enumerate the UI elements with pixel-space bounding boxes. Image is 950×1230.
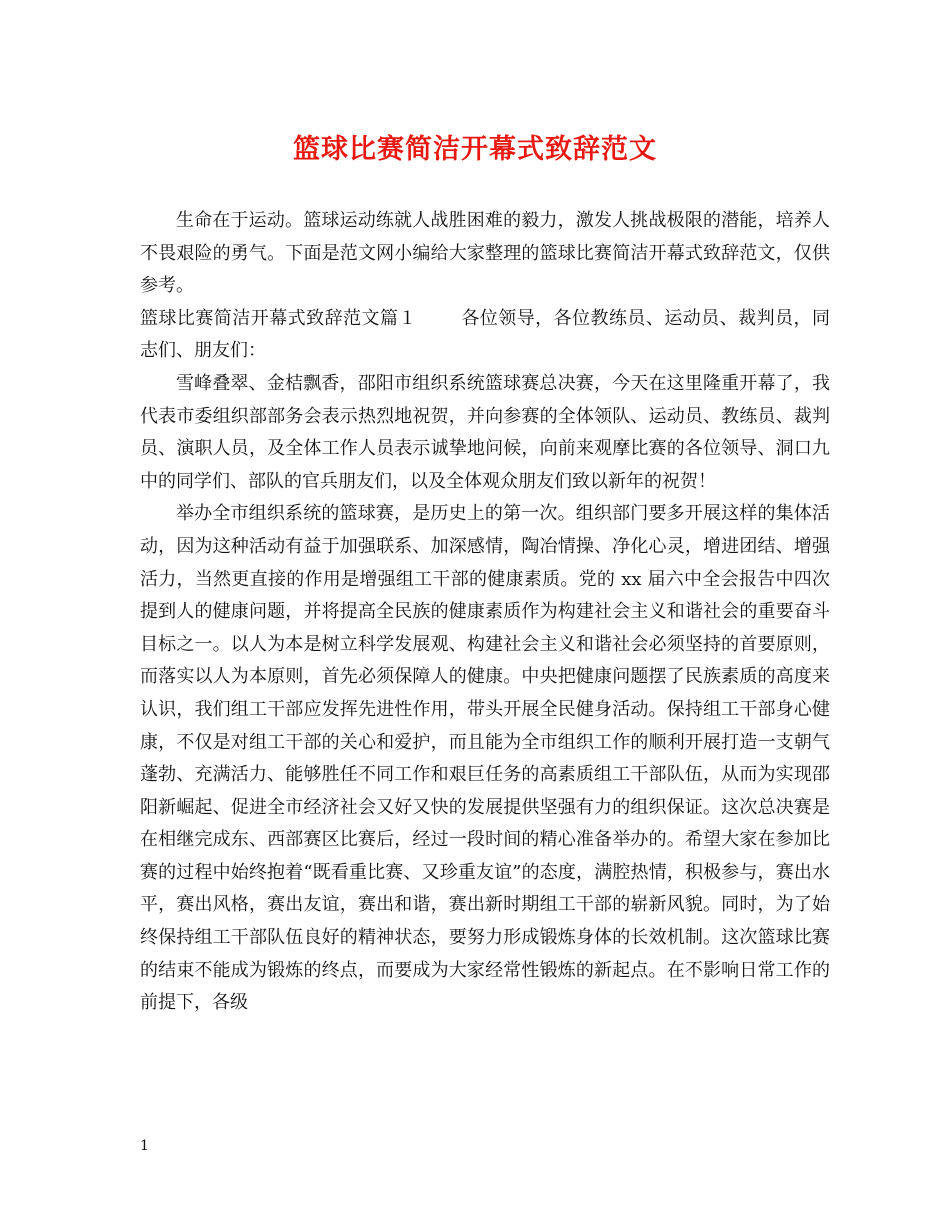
document-body (140, 205, 830, 1020)
section-heading: 篮球比赛简洁开幕式致辞范文篇１ (140, 307, 417, 329)
document-title: 篮球比赛简洁开幕式致辞范文 (293, 134, 657, 165)
body-paragraph-2: 举办全市组织系统的篮球赛，是历史上的第一次。组织部门要多开展这样的集体活动，因为这种活动有益于加强联系、加深感情，陶冶情操、净化心灵，增进团结、增强活力，当然更直接的作用是增强组工干部的健康素质。党的 xx 届六中全会报告中四次提到人的健康问题，并将提高全民族的健康素质作为构建社会主义和谐社会的重要奋斗目标之一。以人为本是树立科学发展观、构建社会主义和谐社会必须坚持的首要原则，而落实以人为本原则，首先必须保障人的健康。中央把健康问题摆了民族素质的高度来认识，我们组工干部应发挥先进性作用，带头开展全民健身活动。保持组工干部身心健康，不仅是对组工干部的关心和爱护，而且能为全市组织工作的顺利开展打造一支朝气蓬勃、充满活力、能够胜任不同工作和艰巨任务的高素质组工干部队伍，从而为实现邵阳新崛起、促进全市经济社会又好又快的发展提供坚强有力的组织保证。这次总决赛是在相继完成东、西部赛区比赛后，经过一段时间的精心准备举办的。希望大家在参加比赛的过程中始终抱着“既看重比赛、又珍重友谊”的态度，满腔热情，积极参与，赛出水平，赛出风格，赛出友谊，赛出和谐，赛出新时期组工干部的崭新风貌。同时，为了始终保持组工干部队伍良好的精神状态，要努力形成锻炼身体的长效机制。这次篮球比赛的结束不能成为锻炼的终点，而要成为大家经常性锻炼的新起点。在不影响日常工作的前提下，各级 (140, 503, 830, 1014)
intro-paragraph: 生命在于运动。篮球运动练就人战胜困难的毅力，激发人挑战极限的潜能，培养人不畏艰险的勇气。下面是范文网小编给大家整理的篮球比赛简洁开幕式致辞范文，仅供参考。 (140, 210, 830, 297)
page-number: 1 (140, 1138, 149, 1154)
body-paragraph-1: 雪峰叠翠、金桔飘香，邵阳市组织系统篮球赛总决赛，今天在这里隆重开幕了，我代表市委组织部部务会表示热烈地祝贺，并向参赛的全体领队、运动员、教练员、裁判员、演职人员，及全体工作人员表示诚挚地问候，向前来观摩比赛的各位领导、洞口九中的同学们、部队的官兵朋友们，以及全体观众朋友们致以新年的祝贺！ (140, 372, 830, 492)
salutation: 各位领导，各位教练员、运动员、裁判员，同志们、朋友们： (140, 307, 831, 362)
section-line (140, 303, 830, 368)
